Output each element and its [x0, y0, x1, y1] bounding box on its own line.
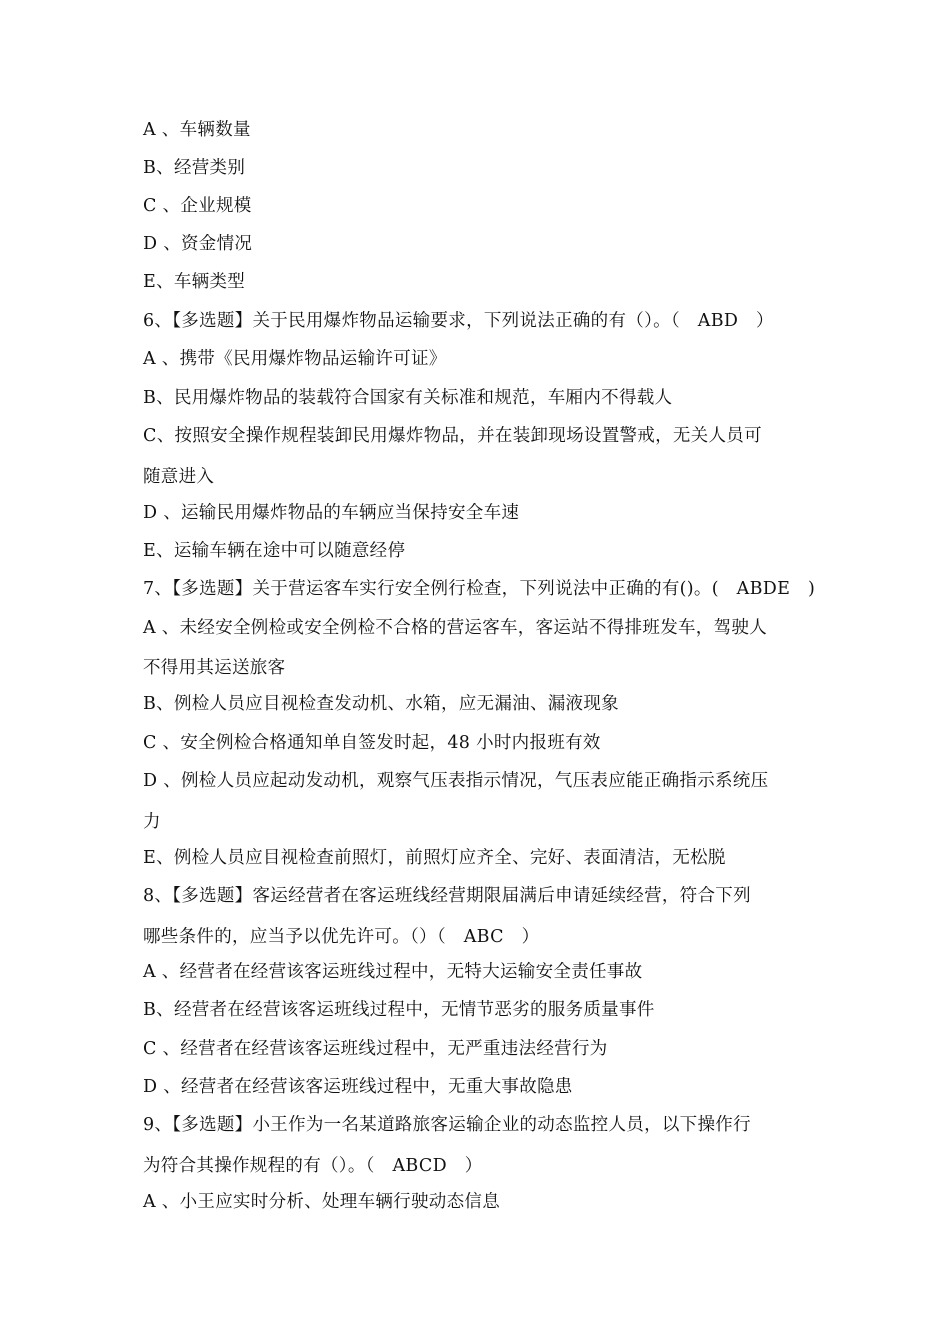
question-line: 7、【多选题】关于营运客车实行安全例行检查，下列说法中正确的有()。( ABDE ): [143, 579, 816, 599]
option-line: B、经营类别: [143, 158, 246, 178]
question-line-continued: 为符合其操作规程的有（）。（ ABCD ）: [143, 1156, 483, 1176]
option-line: B、例检人员应目视检查发动机、水箱，应无漏油、漏液现象: [143, 694, 619, 714]
option-line: E、运输车辆在途中可以随意经停: [143, 541, 406, 561]
option-line: C 、经营者在经营该客运班线过程中，无严重违法经营行为: [143, 1039, 608, 1059]
option-line: D 、资金情况: [143, 234, 253, 254]
option-line: C 、安全例检合格通知单自签发时起，48 小时内报班有效: [143, 733, 601, 753]
option-line-continued: 随意进入: [143, 467, 215, 487]
option-line: C 、企业规模: [143, 196, 252, 216]
option-line: D 、经营者在经营该客运班线过程中，无重大事故隐患: [143, 1077, 573, 1097]
question-line: 9、【多选题】小王作为一名某道路旅客运输企业的动态监控人员，以下操作行: [143, 1115, 751, 1135]
option-line: A 、经营者在经营该客运班线过程中，无特大运输安全责任事故: [143, 962, 643, 982]
option-line: D 、运输民用爆炸物品的车辆应当保持安全车速: [143, 503, 520, 523]
question-line: 6、【多选题】关于民用爆炸物品运输要求，下列说法正确的有（）。（ ABD ）: [143, 311, 774, 331]
option-line: B、民用爆炸物品的装载符合国家有关标准和规范，车厢内不得载人: [143, 388, 673, 408]
question-line-continued: 哪些条件的，应当予以优先许可。（）（ ABC ）: [143, 927, 540, 947]
option-line: B、经营者在经营该客运班线过程中，无情节恶劣的服务质量事件: [143, 1000, 655, 1020]
option-line: A 、携带《民用爆炸物品运输许可证》: [143, 349, 447, 369]
option-line: C、按照安全操作规程装卸民用爆炸物品，并在装卸现场设置警戒，无关人员可: [143, 426, 762, 446]
option-line: D 、例检人员应起动发动机，观察气压表指示情况，气压表应能正确指示系统压: [143, 771, 769, 791]
question-line: 8、【多选题】客运经营者在客运班线经营期限届满后申请延续经营，符合下列: [143, 886, 751, 906]
option-line: E、车辆类型: [143, 272, 246, 292]
option-line-continued: 力: [143, 812, 161, 832]
option-line-continued: 不得用其运送旅客: [143, 658, 286, 678]
option-line: A 、车辆数量: [143, 120, 251, 140]
option-line: E、例检人员应目视检查前照灯，前照灯应齐全、完好、表面清洁，无松脱: [143, 848, 726, 868]
option-line: A 、小王应实时分析、处理车辆行驶动态信息: [143, 1192, 500, 1212]
option-line: A 、未经安全例检或安全例检不合格的营运客车，客运站不得排班发车，驾驶人: [143, 618, 767, 638]
